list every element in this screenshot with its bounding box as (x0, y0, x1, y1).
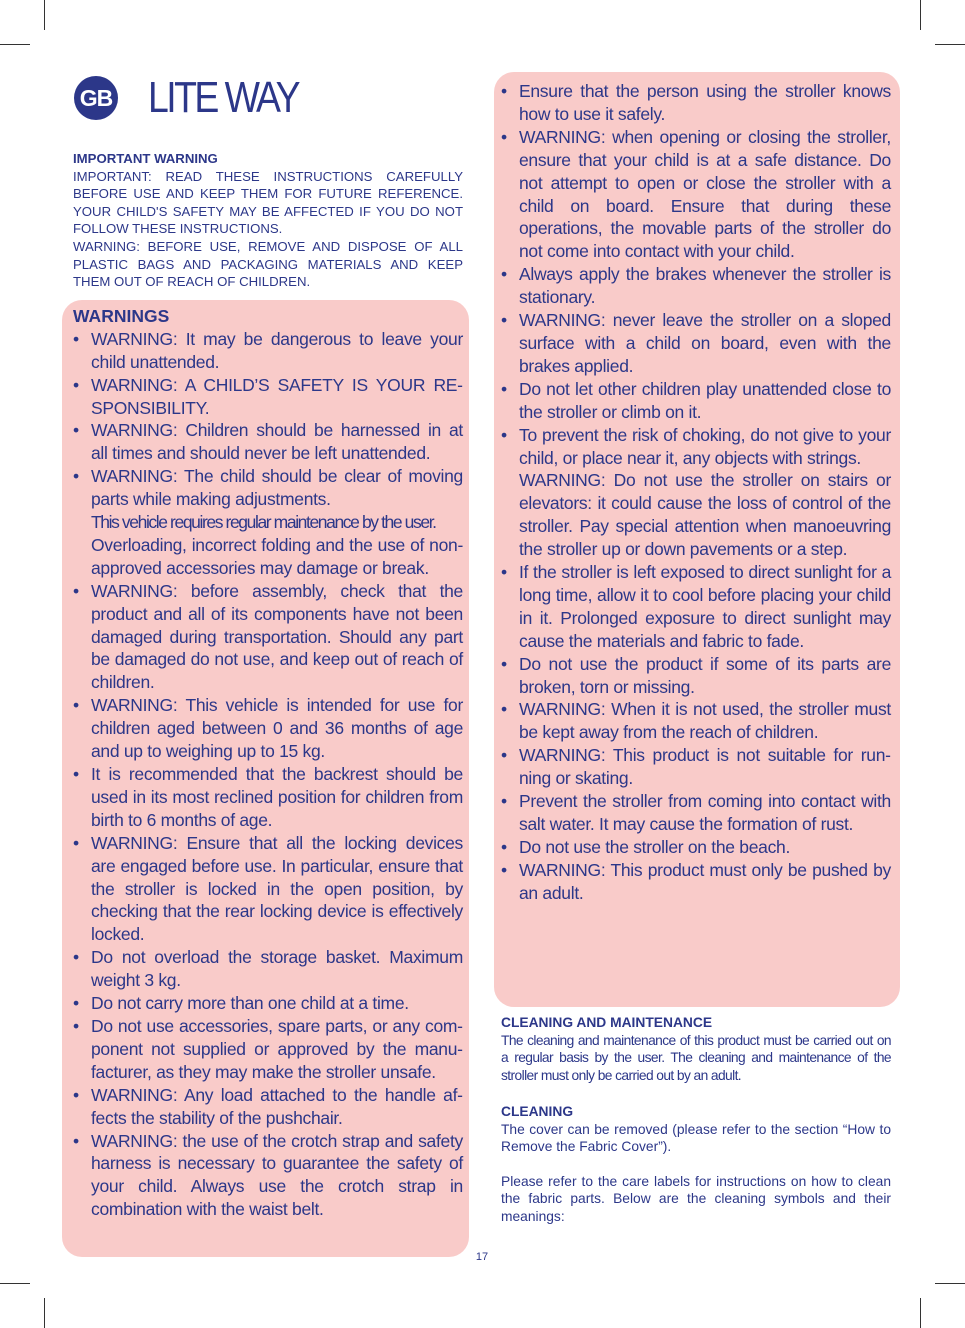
cleaning-text: The cover can be removed (please refer to the section “How to Remove the Fabric Cover”). (501, 1121, 891, 1155)
list-item-text: To prevent the risk of choking, do not give to your child, or place near it, any objects with strings. (519, 424, 891, 468)
important-warning-section (73, 150, 463, 291)
list-item (73, 465, 463, 580)
important-warning-heading: IMPORTANT WARNING (73, 151, 218, 166)
important-warning-text: WARNING: BEFORE USE, REMOVE AND DISPOSE OF ALL PLASTIC BAGS AND PACKAGING MATERIALS AND KEEP THEM OUT OF REACH OF CHILDREN. (73, 238, 463, 290)
page-number: 17 (475, 1251, 489, 1263)
list-item: • Do not use the product if some of its parts are broken, torn or missing. (501, 653, 891, 699)
list-item: • Do not use accessories, spare parts, or any component not supplied or approved by the manufacturer, as they may make the stroller unsafe. (73, 1015, 463, 1084)
list-item: • It is recommended that the backrest should be used in its most reclined position for children from birth to 6 months of age. (73, 763, 463, 832)
language-badge: GB (74, 76, 118, 120)
cleaning-heading: CLEANING (501, 1104, 574, 1119)
crop-mark (0, 44, 30, 45)
page-title: LITE WAY (148, 73, 299, 122)
list-item: • If the stroller is left exposed to direct sunlight for a long time, allow it to cool before placing your child in it. Prolonged exposure to direct sunlight may cause the materials and fabric to fade. (501, 561, 891, 653)
list-item: • WARNING: Ensure that all the locking devices are engaged before use. In particular, ensure that the stroller is locked in the open position, by checking that the rear locking device is effectively locked. (73, 832, 463, 947)
warnings-heading: WARNINGS (73, 306, 170, 326)
important-warning-text: IMPORTANT: READ THESE INSTRUCTIONS CAREFULLY BEFORE USE AND KEEP THEM FOR FUTURE REFERENCE. YOUR CHILD'S SAFETY MAY BE AFFECTED IF YOU DO NOT FOLLOW THESE INSTRUCTIONS. (73, 168, 463, 237)
cleaning-maintenance-section (501, 1014, 891, 1084)
crop-mark (44, 1298, 45, 1328)
list-item: • WARNING: Children should be harnessed in at all times and should never be left unattended. (73, 419, 463, 465)
list-item: • Do not carry more than one child at a time. (73, 992, 463, 1015)
cleaning-maintenance-text: The cleaning and maintenance of this product must be carried out on a regular basis by the user. The cleaning and maintenance of the stroller must only be carried out by an adult. (501, 1032, 891, 1083)
list-item: • WARNING: A CHILD’S SAFETY IS YOUR RESPONSIBILITY. (73, 374, 463, 420)
list-item: • Do not use the stroller on the beach. (501, 836, 891, 859)
list-item: • WARNING: Any load attached to the handle affects the stability of the pushchair. (73, 1084, 463, 1130)
list-item: • Always apply the brakes whenever the stroller is stationary. (501, 263, 891, 309)
cleaning-text: Please refer to the care labels for instructions on how to clean the fabric parts. Below are the cleaning symbols and their meanings: (501, 1173, 891, 1224)
list-item: • WARNING: when opening or closing the stroller, ensure that your child is at a safe distance. Do not attempt to open or close the stroller with a child on board. Ensure that during these operations, the movable parts of the stroller do not come into contact with your child. (501, 126, 891, 263)
list-item (501, 424, 891, 561)
warnings-list-right (501, 80, 891, 905)
list-item: • WARNING: This product must only be pushed by an adult. (501, 859, 891, 905)
list-item: • Do not let other children play unattended close to the stroller or climb on it. (501, 378, 891, 424)
list-item-subtext: Overloading, incorrect folding and the use of non-approved accessories may damage or break. (91, 534, 463, 578)
list-item: • WARNING: It may be dangerous to leave your child unattended. (73, 328, 463, 374)
cleaning-maintenance-heading: CLEANING AND MAINTENANCE (501, 1015, 713, 1030)
list-item: • Do not overload the storage basket. Maximum weight 3 kg. (73, 946, 463, 992)
list-item-text: WARNING: The child should be clear of moving parts while making adjustments. (91, 466, 463, 510)
warnings-box-left (62, 300, 469, 1257)
list-item: • WARNING: When it is not used, the stroller must be kept away from the reach of children. (501, 698, 891, 744)
list-item: • WARNING: before assembly, check that the product and all of its components have not been damaged during transportation. Should any part be damaged do not use, and keep out of reach of children. (73, 580, 463, 695)
crop-mark (920, 1298, 921, 1328)
crop-mark (920, 0, 921, 30)
list-item: • WARNING: This vehicle is intended for use for children aged between 0 and 36 months of age and up to weighing up to 15 kg. (73, 694, 463, 763)
crop-mark (44, 0, 45, 30)
list-item-subtext: This vehicle requires regular maintenance by the user. (91, 512, 436, 533)
list-item-subtext: WARNING: Do not use the stroller on stairs or elevators: it could cause the loss of control of the stroller. Pay special attention when manoeuvring the stroller up or down pavements or a step. (519, 470, 891, 560)
warnings-box-right (494, 72, 900, 1007)
crop-mark (935, 44, 965, 45)
cleaning-section (501, 1103, 891, 1226)
list-item: • WARNING: This product is not suitable for running or skating. (501, 744, 891, 790)
warnings-list-left (73, 328, 463, 1221)
crop-mark (935, 1283, 965, 1284)
list-item: • Prevent the stroller from coming into contact with salt water. It may cause the formation of rust. (501, 790, 891, 836)
crop-mark (0, 1283, 30, 1284)
list-item: • Ensure that the person using the stroller knows how to use it safely. (501, 80, 891, 126)
list-item: • WARNING: the use of the crotch strap and safety harness is necessary to guarantee the safety of your child. Always use the crotch strap in combination with the waist belt. (73, 1130, 463, 1222)
list-item: • WARNING: never leave the stroller on a sloped surface with a child on board, even with the brakes applied. (501, 309, 891, 378)
